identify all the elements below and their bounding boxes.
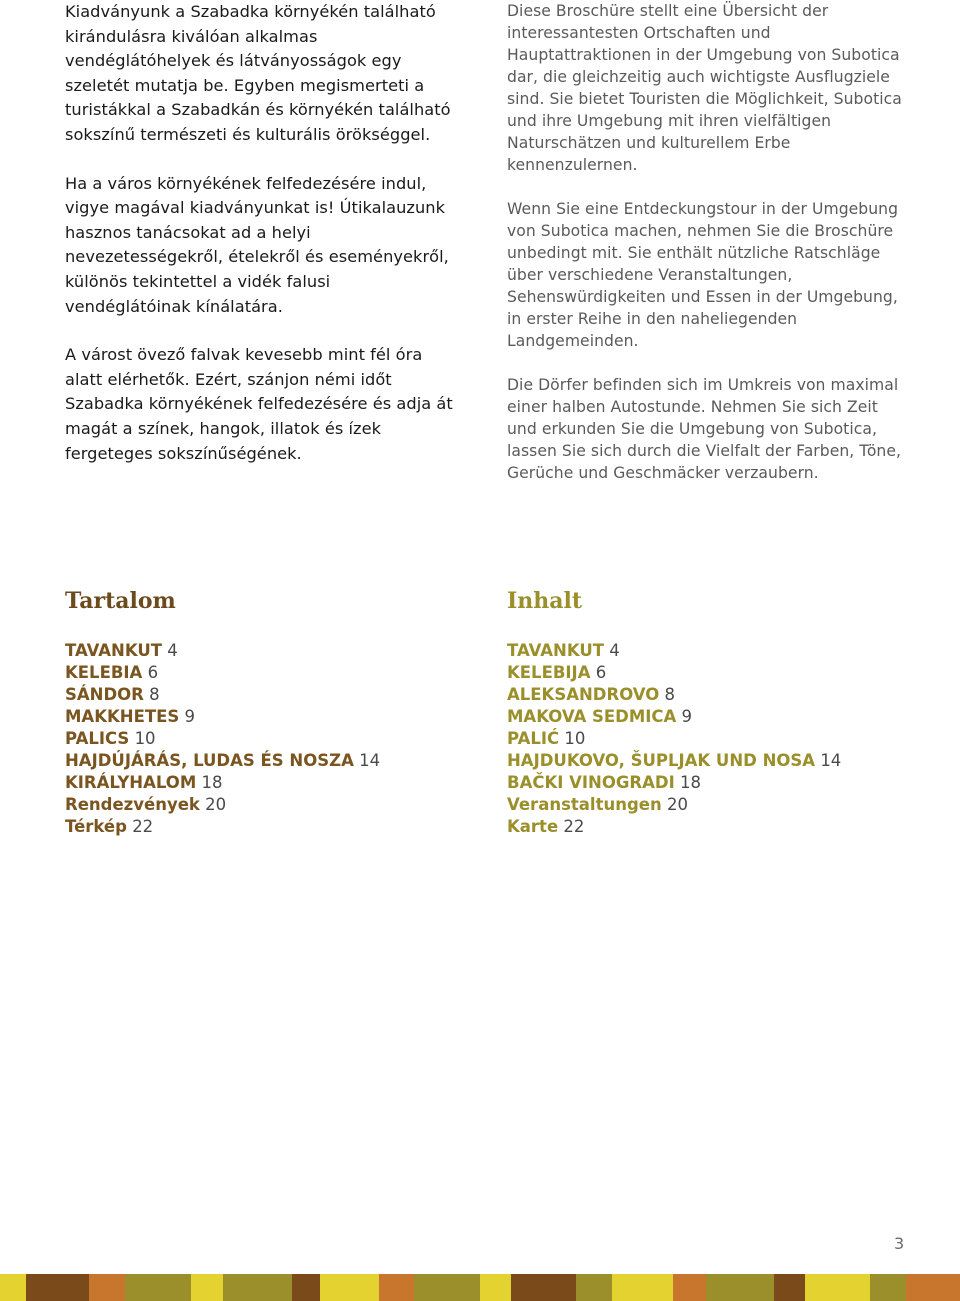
toc-item-page: 14: [820, 751, 842, 770]
hu-toc-title: Tartalom: [65, 588, 176, 614]
hungarian-intro: [65, 0, 460, 490]
stripe-segment: [576, 1274, 611, 1301]
stripe-segment: [673, 1274, 706, 1301]
toc-item-page: 14: [359, 751, 381, 770]
stripe-segment: [89, 1274, 124, 1301]
toc-item-name: Karte: [507, 817, 559, 836]
toc-item-page: 22: [563, 817, 585, 836]
stripe-segment: [320, 1274, 379, 1301]
stripe-segment: [706, 1274, 774, 1301]
toc-item-name: KIRÁLYHALOM: [65, 773, 197, 792]
toc-item[interactable]: [507, 794, 907, 816]
stripe-segment: [125, 1274, 191, 1301]
hu-paragraph-3: A várost övező falvak kevesebb mint fél óra alatt elérhetők. Ezért, szánjon némi időt Szabadka környékének felfedezésére és adja át magát a színek, hangok, illatok és ízek fergeteges sokszínűségének.: [65, 345, 453, 463]
hu-table-of-contents: [65, 586, 465, 838]
toc-item[interactable]: [507, 750, 907, 772]
toc-item-name: TAVANKUT: [65, 641, 163, 660]
toc-item-name: PALIĆ: [507, 729, 560, 748]
toc-item-name: HAJDÚJÁRÁS, LUDAS ÉS NOSZA: [65, 751, 354, 770]
stripe-segment: [292, 1274, 320, 1301]
toc-item-page: 22: [132, 817, 154, 836]
toc-item-page: 18: [679, 773, 701, 792]
stripe-segment: [906, 1274, 960, 1301]
toc-item[interactable]: [65, 816, 465, 838]
toc-item-name: TAVANKUT: [507, 641, 605, 660]
hu-paragraph-1: Kiadványunk a Szabadka környékén található kirándulásra kiválóan alkalmas vendéglátóhelyek és látványosságok egy szeletét mutatja be. Egyben megismerteti a turistákkal a Szabadkán és környékén található sokszínű természeti és kulturális örökséggel.: [65, 2, 451, 144]
de-paragraph-2: Wenn Sie eine Entdeckungstour in der Umgebung von Subotica machen, nehmen Sie die Broschüre unbedingt mit. Sie enthält nützliche Ratschläge über verschiedene Veranstaltungen, Sehenswürdigkeiten und Essen in der Umgebung, in erster Reihe in den naheliegenden Landgemeinden.: [507, 200, 899, 350]
de-table-of-contents: [507, 586, 907, 838]
toc-item-page: 20: [666, 795, 688, 814]
toc-item-page: 9: [681, 707, 693, 726]
toc-item-page: 8: [149, 685, 160, 704]
toc-item-name: KELEBIJA: [507, 663, 591, 682]
stripe-segment: [612, 1274, 673, 1301]
stripe-segment: [805, 1274, 871, 1301]
toc-item-name: Veranstaltungen: [507, 795, 662, 814]
toc-item[interactable]: [507, 684, 907, 706]
toc-item-name: Rendezvények: [65, 795, 200, 814]
toc-item[interactable]: [507, 640, 907, 662]
toc-item-page: 4: [167, 641, 178, 660]
toc-item[interactable]: [507, 772, 907, 794]
hu-paragraph-2: Ha a város környékének felfedezésére indul, vigye magával kiadványunkat is! Útikalauzunk hasznos tanácsokat ad a helyi nevezetességekről, ételekről és eseményekről, különös tekintettel a vidék falusi vendéglátóinak kínálatára.: [65, 173, 449, 316]
toc-item[interactable]: [65, 750, 465, 772]
toc-item-page: 6: [595, 663, 607, 682]
toc-item-name: BAČKI VINOGRADI: [507, 773, 675, 792]
stripe-segment: [480, 1274, 511, 1301]
toc-item-name: HAJDUKOVO, ŠUPLJAK UND NOSA: [507, 751, 816, 770]
de-paragraph-1: Diese Broschüre stellt eine Übersicht der interessantesten Ortschaften und Hauptattraktionen in der Umgebung von Subotica dar, die gleichzeitig auch wichtigste Ausflugziele sind. Sie bietet Touristen die Möglichkeit, Subotica und ihre Umgebung mit ihren vielfältigen Naturschätzen und kulturellem Erbe kennenzulernen.: [507, 2, 902, 174]
toc-item[interactable]: [65, 794, 465, 816]
german-intro: [507, 0, 902, 506]
toc-item-page: 6: [147, 663, 159, 682]
toc-item-page: 4: [609, 641, 620, 660]
decorative-color-stripe: [0, 1274, 960, 1301]
toc-item[interactable]: [507, 662, 907, 684]
toc-item-name: PALICS: [65, 729, 130, 748]
stripe-segment: [414, 1274, 480, 1301]
stripe-segment: [774, 1274, 805, 1301]
page-number: 3: [894, 1234, 905, 1253]
toc-item-page: 10: [564, 729, 586, 748]
de-toc-title: Inhalt: [507, 588, 583, 614]
de-toc-list: [507, 640, 907, 838]
toc-item-page: 18: [201, 773, 223, 792]
toc-item-name: ALEKSANDROVO: [507, 685, 660, 704]
toc-item[interactable]: [507, 728, 907, 750]
hu-toc-list: [65, 640, 465, 838]
toc-item[interactable]: [65, 662, 465, 684]
toc-item[interactable]: [507, 706, 907, 728]
stripe-segment: [379, 1274, 414, 1301]
toc-item-page: 10: [134, 729, 156, 748]
stripe-segment: [26, 1274, 90, 1301]
de-paragraph-3: Die Dörfer befinden sich im Umkreis von maximal einer halben Autostunde. Nehmen Sie sich Zeit und erkunden Sie die Umgebung von Subotica, lassen Sie sich durch die Vielfalt der Farben, Töne, Gerüche und Geschmäcker verzaubern.: [507, 376, 902, 482]
toc-item[interactable]: [507, 816, 907, 838]
stripe-segment: [0, 1274, 26, 1301]
toc-item-page: 9: [184, 707, 196, 726]
toc-item-page: 8: [664, 685, 676, 704]
toc-item-name: MAKOVA SEDMICA: [507, 707, 677, 726]
toc-item[interactable]: [65, 728, 465, 750]
toc-item-name: MAKKHETES: [65, 707, 180, 726]
toc-item-name: Térkép: [65, 817, 127, 836]
toc-item[interactable]: [65, 706, 465, 728]
toc-item[interactable]: [65, 772, 465, 794]
toc-item[interactable]: [65, 684, 465, 706]
stripe-segment: [191, 1274, 224, 1301]
toc-item-name: KELEBIA: [65, 663, 143, 682]
stripe-segment: [223, 1274, 291, 1301]
toc-item-page: 20: [205, 795, 227, 814]
stripe-segment: [511, 1274, 577, 1301]
toc-item-name: SÁNDOR: [65, 685, 144, 704]
stripe-segment: [870, 1274, 905, 1301]
toc-item[interactable]: [65, 640, 465, 662]
